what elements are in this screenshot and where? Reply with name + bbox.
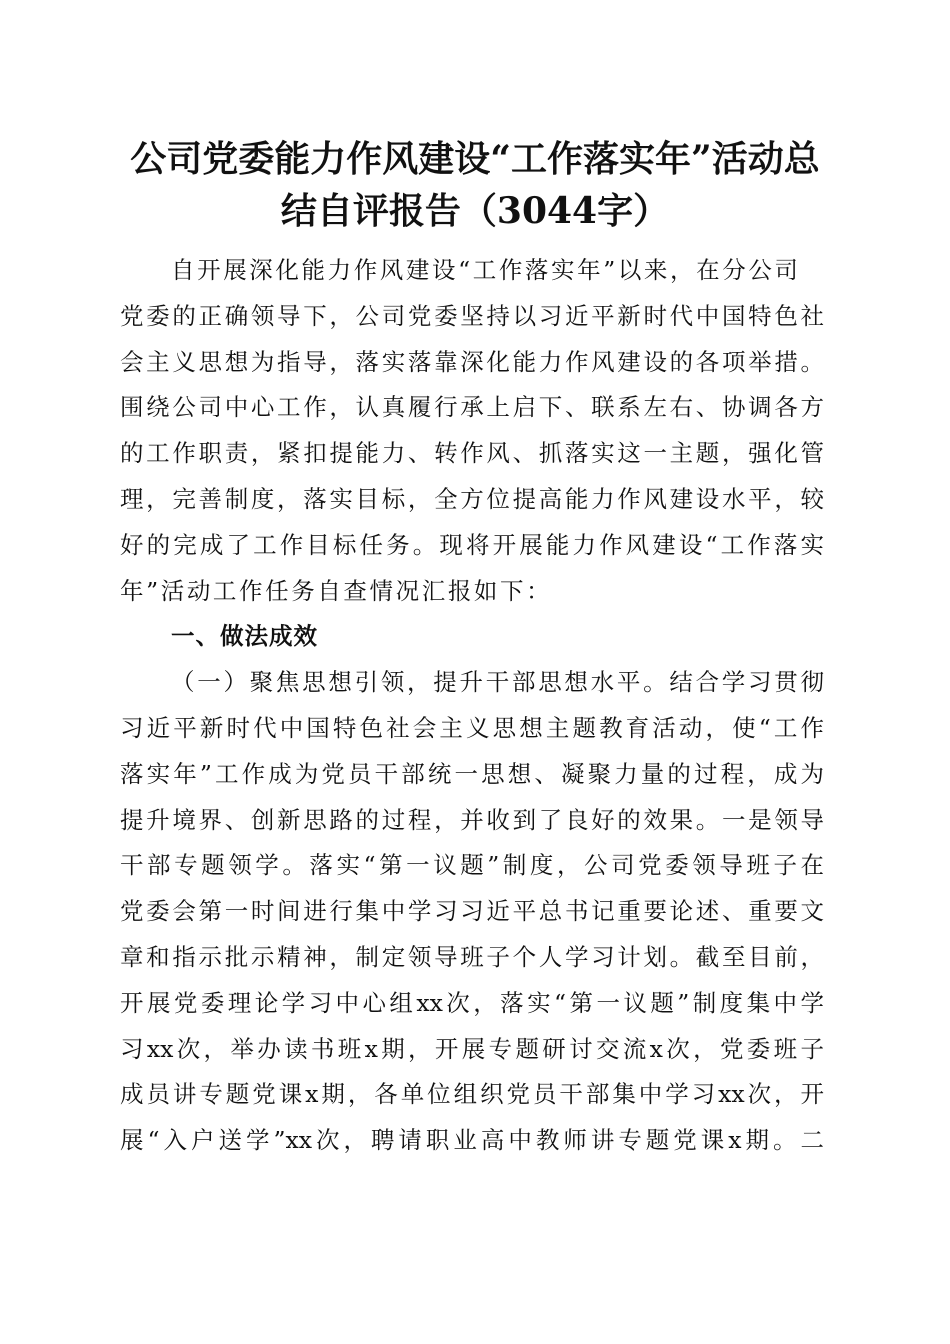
section-heading: 一、做法成效 <box>171 622 318 651</box>
paragraph-line: 党委会第一时间进行集中学习习近平总书记重要论述、重要文 <box>120 897 824 926</box>
paragraph-line: 习xx次，举办读书班x期，开展专题研讨交流x次，党委班子 <box>120 1034 824 1063</box>
paragraph-line: 成员讲专题党课x期，各单位组织党员干部集中学习xx次，开 <box>120 1080 824 1109</box>
title-line-2: 结自评报告（3044字） <box>280 190 670 232</box>
paragraph-line: 围绕公司中心工作，认真履行承上启下、联系左右、协调各方 <box>120 393 824 422</box>
paragraph-line: 理，完善制度，落实目标，全方位提高能力作风建设水平，较 <box>120 484 824 513</box>
paragraph-line: 会主义思想为指导，落实落靠深化能力作风建设的各项举措。 <box>120 347 824 376</box>
paragraph-line: 干部专题领学。落实“第一议题”制度，公司党委领导班子在 <box>120 851 824 880</box>
document-body <box>120 248 824 1164</box>
paragraph-line: 年”活动工作任务自查情况汇报如下： <box>120 576 553 605</box>
paragraph-line: 章和指示批示精神，制定领导班子个人学习计划。截至目前， <box>120 942 824 971</box>
document-title <box>110 133 840 237</box>
paragraph-line: 党委的正确领导下，公司党委坚持以习近平新时代中国特色社 <box>120 301 824 330</box>
paragraph-line: 落实年”工作成为党员干部统一思想、凝聚力量的过程，成为 <box>120 759 824 788</box>
paragraph-line: 习近平新时代中国特色社会主义思想主题教育活动，使“工作 <box>120 713 824 742</box>
paragraph-line: 自开展深化能力作风建设“工作落实年”以来，在分公司 <box>171 256 801 284</box>
paragraph-line: 的工作职责，紧扣提能力、转作风、抓落实这一主题，强化管 <box>120 439 824 468</box>
paragraph-line: 展“入户送学”xx次，聘请职业高中教师讲专题党课x期。二 <box>120 1126 824 1155</box>
paragraph-line: 开展党委理论学习中心组xx次，落实“第一议题”制度集中学 <box>120 988 824 1017</box>
paragraph-line: 好的完成了工作目标任务。现将开展能力作风建设“工作落实 <box>120 530 824 559</box>
paragraph-line: （一）聚焦思想引领，提升干部思想水平。结合学习贯彻 <box>171 668 824 697</box>
paragraph-line: 提升境界、创新思路的过程，并收到了良好的效果。一是领导 <box>120 805 824 834</box>
title-line-1: 公司党委能力作风建设“工作落实年”活动总 <box>130 138 820 180</box>
